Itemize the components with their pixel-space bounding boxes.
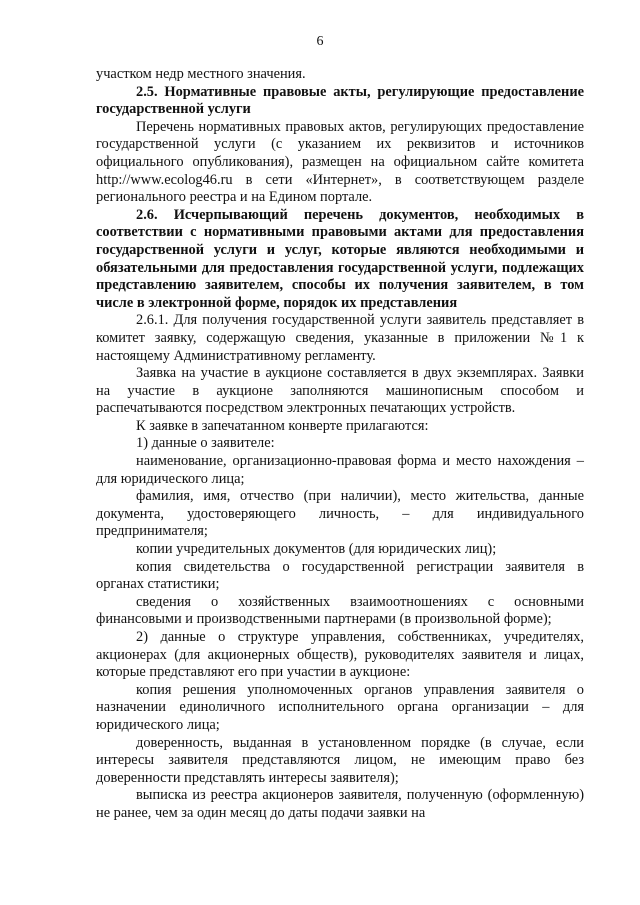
paragraph: Перечень нормативных правовых актов, регулирующих предоставление государственной услуги (с указанием их реквизитов и источников официального опубликования), размещен на официальном сайте комитета http://www.ecolog46.ru в сети «Интернет», в соответствующем разделе регионального реестра и на Едином портале. <box>96 118 584 206</box>
section-heading: 2.6. Исчерпывающий перечень документов, необходимых в соответствии с нормативными правовыми актами для предоставления государственной услуги и услуг, которые являются необходимыми и обязательными для предоставления государственной услуги, подлежащих представлению заявителем, способы их получения заявителем, в том числе в электронной форме, порядок их представления <box>96 206 584 311</box>
list-item: доверенность, выданная в установленном порядке (в случае, если интересы заявителя представляются лицом, не имеющим право без доверенности представлять интересы заявителя); <box>96 734 584 786</box>
list-item: 1) данные о заявителе: <box>136 435 275 452</box>
document-body <box>96 66 584 823</box>
list-item: фамилия, имя, отчество (при наличии), место жительства, данные документа, удостоверяющего личность, – для индивидуального предпринимателя; <box>96 488 584 540</box>
paragraph: 2.6.1. Для получения государственной услуги заявитель представляет в комитет заявку, содержащую сведения, указанные в приложении №1 к настоящему Административному регламенту. <box>96 312 584 364</box>
paragraph: К заявке в запечатанном конверте прилагаются: <box>136 417 429 434</box>
list-item: наименование, организационно-правовая форма и место нахождения – для юридического лица; <box>96 453 584 487</box>
page-number: 6 <box>316 34 324 49</box>
list-item: 2) данные о структуре управления, собственниках, учредителях, акционерах (для акционерных обществ), руководителях заявителя и лицах, которые представляют его при участии в аукционе: <box>96 629 584 681</box>
list-item: копии учредительных документов (для юридических лиц); <box>136 541 497 558</box>
list-item: копия свидетельства о государственной регистрации заявителя в органах статистики; <box>96 558 584 593</box>
list-item: сведения о хозяйственных взаимоотношениях с основными финансовыми и производственными партнерами (в произвольной форме); <box>96 593 584 628</box>
list-item: копия решения уполномоченных органов управления заявителя о назначении единоличного исполнительного органа организации – для юридического лица; <box>96 681 584 733</box>
list-item: выписка из реестра акционеров заявителя, полученную (оформленную) не ранее, чем за один месяц до даты подачи заявки на <box>96 787 584 821</box>
paragraph: Заявка на участие в аукционе составляется в двух экземплярах. Заявки на участие в аукционе заполняются машинописным способом и распечатываются посредством электронных печатающих устройств. <box>96 365 584 417</box>
section-heading: 2.5. Нормативные правовые акты, регулирующие предоставление государственной услуги <box>96 83 584 118</box>
paragraph: участком недр местного значения. <box>96 66 306 82</box>
